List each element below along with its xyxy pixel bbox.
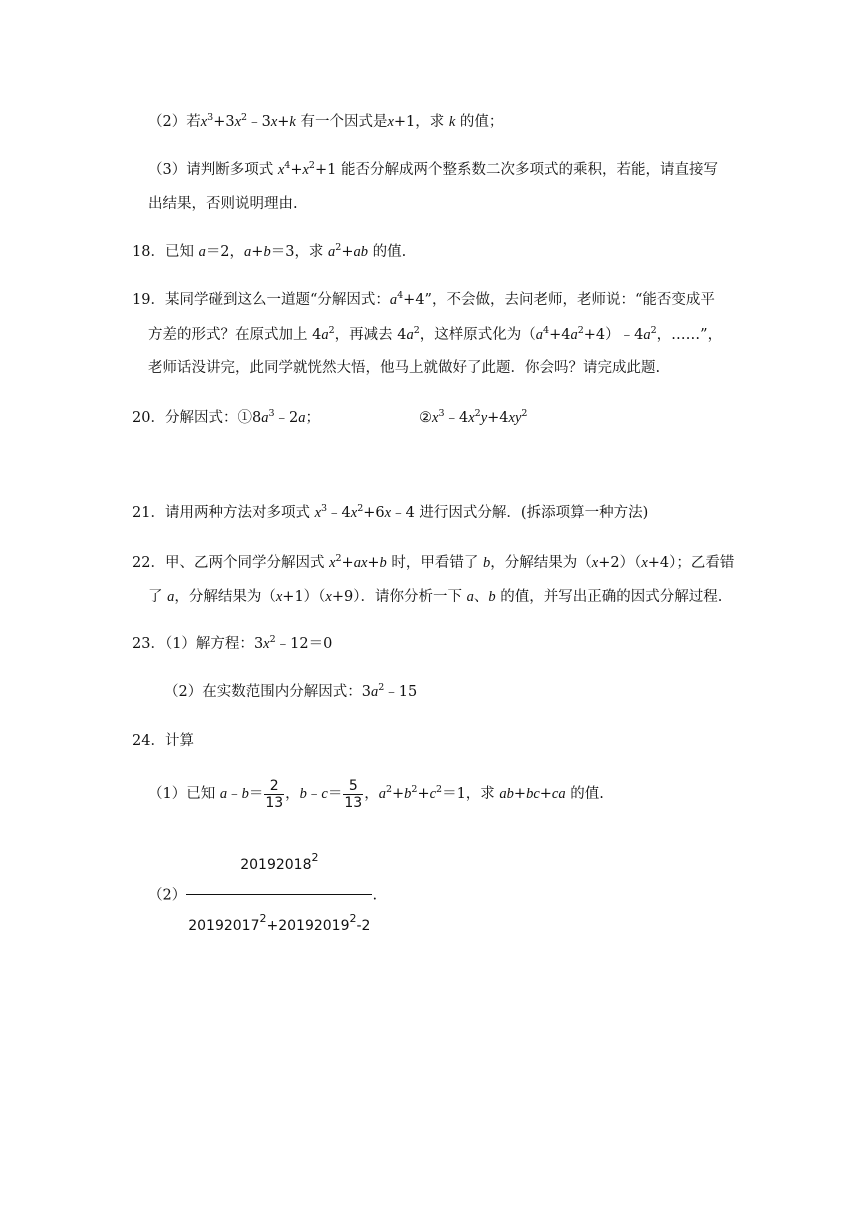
question-23-part2: （2）在实数范围内分解因式：$3a^2﹣15$: [164, 682, 418, 700]
q17-part2: （2）若$x^3+3x^2﹣3x+k$ 有一个因式是x+1，求 k 的值；: [148, 112, 504, 130]
question-24-title: 24．计算: [132, 733, 194, 749]
big-fraction-numerator: 20192018$^2$: [186, 840, 372, 895]
big-fraction: [186, 840, 372, 951]
question-19-line2: 方差的形式？在原式加上 $4a^2$，再减去 $4a^2$，这样原式化为$(a^4+4a^2+4)﹣4a^2$，……”，: [148, 325, 723, 343]
question-20: 20．分解因式：$①8a^3﹣2a$； $②x^3﹣4x^2y+4xy^2$: [132, 408, 528, 426]
fraction-2-13: $\frac{2}{13}$: [265, 777, 284, 811]
question-19-line3: 老师话没讲完，此同学就恍然大悟，他马上就做好了此题．你会吗？请完成此题.: [148, 360, 661, 376]
question-20-part2: $②x^3﹣4x^2y+4xy^2$: [419, 408, 528, 426]
question-18: 18．已知 a＝2，a+b＝3，求 $a^2+ab$ 的值.: [132, 242, 407, 260]
q17-part3-line1: （3）请判断多项式 $x^4+x^2+1$ 能否分解成两个整系数二次多项式的乘积，若能，请直接写: [148, 160, 718, 178]
question-21: 21．请用两种方法对多项式 $x^3﹣4x^2+6x﹣4$ 进行因式分解．(拆添项算一种方法): [132, 503, 649, 521]
q17-part3-line2: 出结果，否则说明理由.: [148, 196, 298, 212]
question-24-part2: （2） $\frac{20192018^2}{20192017^2+20192019^2-2}$ .: [148, 840, 377, 951]
question-22-line1: 22．甲、乙两个同学分解因式 $x^2+ax+b$ 时，甲看错了 b，分解结果为（x+2）（x+4）；乙看错: [132, 553, 735, 571]
question-22-line2: 了 a，分解结果为（x+1）（x+9）．请你分析一下 a、b 的值，并写出正确的因式分解过程.: [148, 589, 723, 605]
question-23-part1: 23．（1）解方程：$3x^2﹣12=0$: [132, 634, 333, 652]
big-fraction-denominator: $20192017^2+20192019^2-2$: [188, 912, 371, 934]
fraction-5-13: $\frac{5}{13}$: [344, 777, 363, 811]
question-19-line1: 19．某同学碰到这么一道题“分解因式：$a^4+4$”，不会做，去问老师，老师说：“能否变成平: [132, 290, 715, 308]
question-24-part1: （1）已知 a﹣b＝ $\frac{2}{13}$ ，b﹣c＝ $\frac{5}{13}$ ，$a^2+b^2+c^2=1$，求 ab+bc+ca 的值.: [148, 777, 604, 811]
